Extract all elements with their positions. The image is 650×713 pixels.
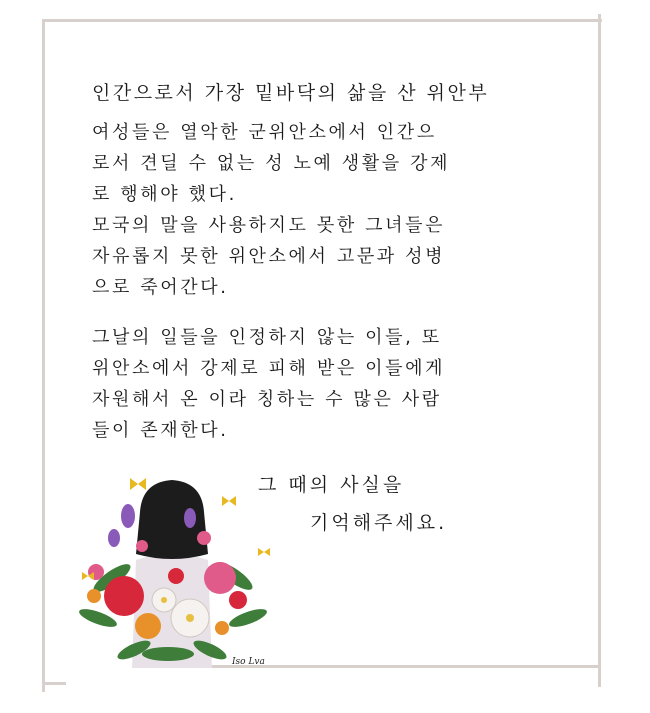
text-line: 위안소에서 강제로 피해 받은 이들에게	[92, 358, 446, 379]
text-line: 모국의 말을 사용하지도 못한 그녀들은	[92, 215, 446, 236]
paragraph-1	[92, 117, 450, 303]
closing-line-1: 그 때의 사실을	[258, 474, 405, 496]
text-line: 여성들은 열악한 군위안소에서 인간으	[92, 122, 437, 143]
text-line: 자유롭지 못한 위안소에서 고문과 성병	[92, 246, 446, 267]
text-line: 들이 존재한다.	[92, 420, 229, 441]
text-line: 으로 죽어간다.	[92, 277, 229, 298]
frame-bottom-left-line	[42, 682, 66, 685]
frame-left-line	[42, 19, 45, 692]
paragraph-2	[92, 322, 445, 446]
page-title: 인간으로서 가장 밑바닥의 삶을 산 위안부	[92, 82, 490, 104]
frame-top-line	[42, 19, 602, 22]
text-line: 로 행해야 했다.	[92, 184, 237, 205]
text-line: 그날의 일들을 인정하지 않는 이들, 또	[92, 327, 442, 348]
artist-signature: Iso Lva	[232, 657, 265, 667]
text-line: 로서 견딜 수 없는 성 노예 생활을 강제	[92, 153, 451, 174]
text-line: 자원해서 온 이라 칭하는 수 많은 사람	[92, 389, 442, 410]
girl-with-flowers-illustration	[72, 468, 272, 668]
closing-line-2: 기억해주세요.	[310, 512, 448, 534]
frame-right-line	[598, 14, 601, 687]
